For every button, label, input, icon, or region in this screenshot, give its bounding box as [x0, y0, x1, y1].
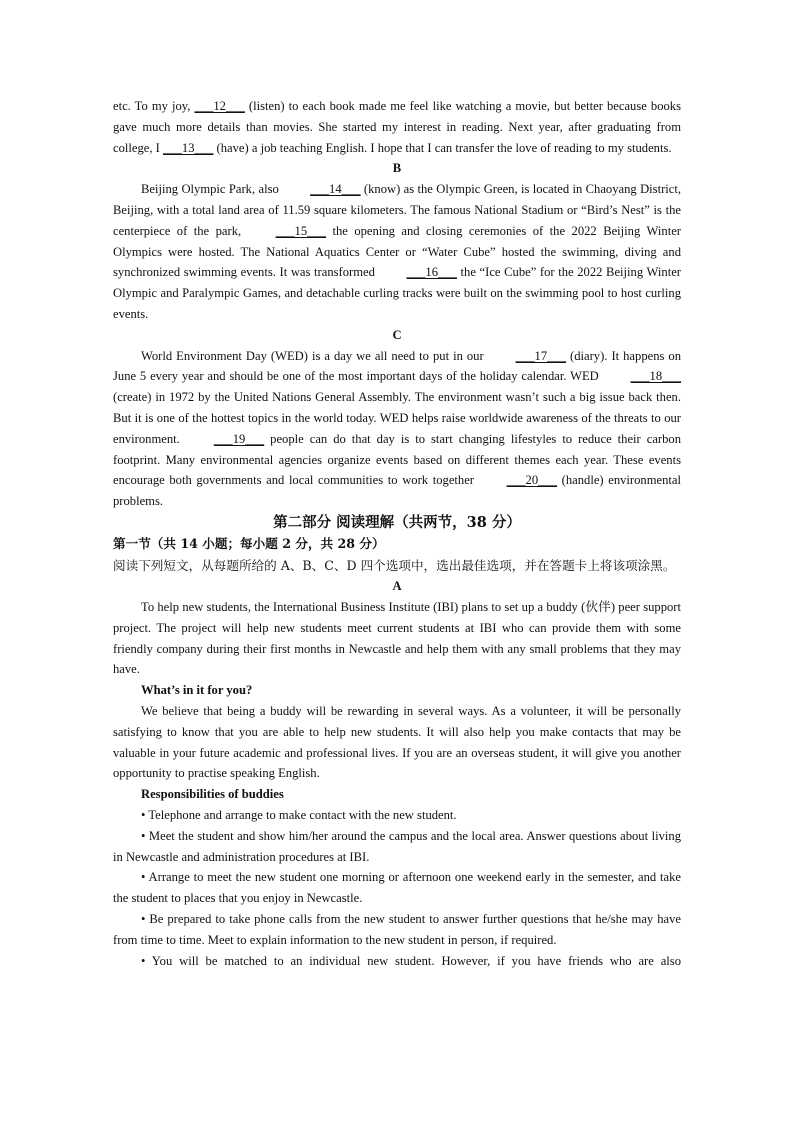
- passage-c-text: World Environment Day (WED) is a day we all need to put in our ___17___ (diary). It happens on June 5 every year and should be one of the most important days of the holiday calendar. WED ___18___ (create) in 1972 by the United Nations General Assembly. The environment wasn’t such a big issue back then. But it is one of the hottest topics in the world today. WED helps raise worldwide awareness of the threats to our environment. ___19___ people can do that day is to start changing lifestyles to reduce their carbon footprint. Many environmental agencies organize events based on different themes each year. These events encourage both governments and local communities to work together ___20___ (handle) environmental problems.: [113, 346, 681, 512]
- part-two-title: 第二部分 阅读理解（共两节，38 分）: [273, 513, 521, 531]
- blank-19: ___19___: [213, 431, 265, 446]
- blank-20: ___20___: [506, 473, 557, 488]
- reading-a-intro: To help new students, the International Business Institute (IBI) plans to set up a buddy (伙伴) peer support project. The project will help new students meet current students at IBI who can provide them with some friendly company during their first months in Newcastle and help them with any small problems that they may have.: [113, 600, 681, 677]
- document-page: [113, 96, 681, 971]
- reading-a-label: A: [392, 579, 402, 594]
- responsibility-item: • Be prepared to take phone calls from the new student to answer further questions that he/she may have from time to time. Meet to explain information to the new student in person, if required.: [113, 911, 681, 947]
- responsibility-item: • Telephone and arrange to make contact with the new student.: [141, 808, 457, 822]
- passage-c-label: C: [392, 327, 402, 342]
- section-one-heading: 第一节（共 14 小题；每小题 2 分，共 28 分）: [113, 535, 385, 551]
- blank-12: ___12___: [194, 99, 245, 113]
- blank-18: ___18___: [630, 369, 681, 384]
- subheading-responsibilities: Responsibilities of buddies: [141, 787, 284, 802]
- blank-14: ___14___: [310, 182, 361, 197]
- benefits-paragraph: We believe that being a buddy will be rewarding in several ways. As a volunteer, it will be personally satisfying to know that you are able to help new students. It will also help you make contacts that may be valuable in your future academic and professional lives. If you are an overseas student, it will give you another opportunity to practise speaking English.: [113, 704, 681, 781]
- blank-13: ___13___: [163, 140, 214, 155]
- section-instruction: 阅读下列短文，从每题所给的 A、B、C、D 四个选项中，选出最佳选项，并在答题卡上将该项涂黑。: [113, 557, 676, 573]
- passage-a-ending: etc. To my joy, ___12___ (listen) to each book made me feel like watching a movie, but better because books gave much more details than movies. She started my interest in reading. Next year, after graduating from college, I ___13___ (have) a job teaching English. I hope that I can transfer the love of reading to my students.: [113, 96, 681, 158]
- blank-16: ___16___: [406, 265, 457, 280]
- responsibility-item: • Arrange to meet the new student one morning or afternoon one weekend early in the semester, and take the student to places that you enjoy in Newcastle.: [113, 870, 681, 906]
- responsibility-item: • You will be matched to an individual new student. However, if you have friends who are also: [141, 953, 681, 968]
- responsibility-item: • Meet the student and show him/her around the campus and the local area. Answer questions about living in Newcastle and administration procedures at IBI.: [113, 828, 681, 864]
- passage-b-text: Beijing Olympic Park, also ___14___ (know) as the Olympic Green, is located in Chaoyang District, Beijing, with a total land area of 11.59 square kilometers. The famous National Stadium or “Bird’s Nest” is the centerpiece of the park, ___15___ the opening and closing ceremonies of the 2022 Beijing Winter Olympics were hosted. The National Aquatics Center or “Water Cube” hosted the swimming, diving and synchronized swimming events. It was transformed ___16___ the “Ice Cube” for the 2022 Beijing Winter Olympic and Paralympic Games, and detachable curling tracks were built on the swimming pool to host curling events.: [113, 179, 681, 325]
- blank-15: ___15___: [275, 223, 326, 238]
- passage-b-label: B: [392, 161, 402, 176]
- blank-17: ___17___: [515, 348, 567, 363]
- subheading-benefits: What’s in it for you?: [141, 683, 253, 698]
